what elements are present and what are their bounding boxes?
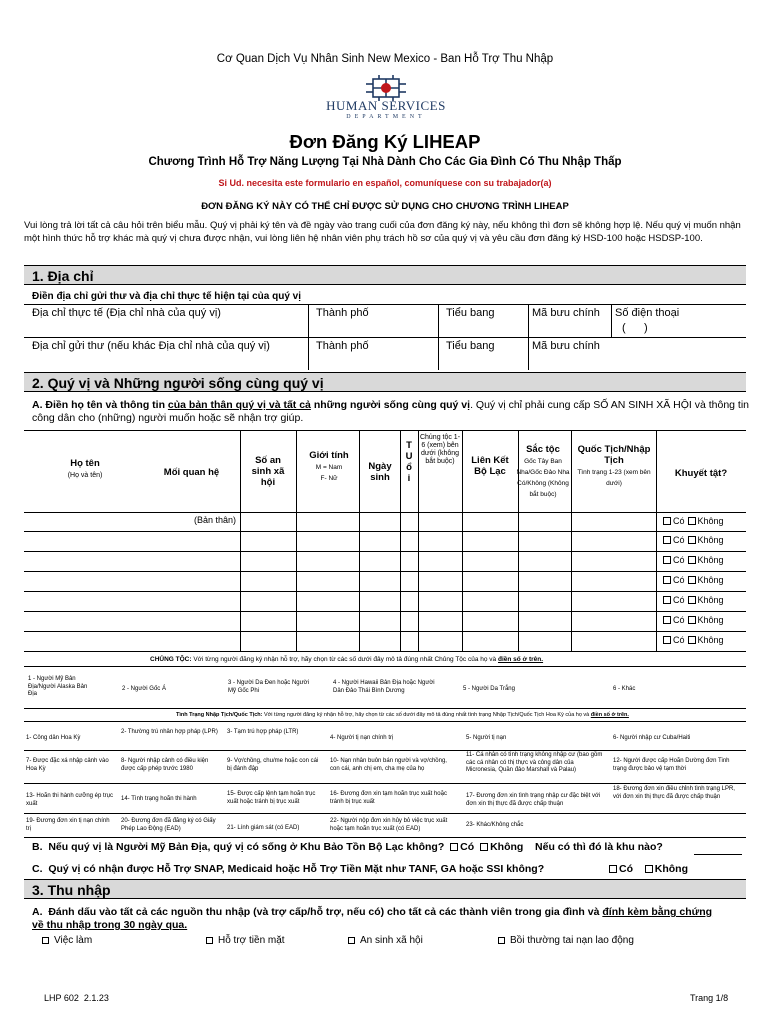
checkbox-no[interactable] <box>688 576 696 584</box>
divider <box>24 611 746 612</box>
divider <box>24 551 746 552</box>
checkbox-no[interactable] <box>688 556 696 564</box>
col-disabled: Khuyết tật? <box>674 468 728 479</box>
citizen-note: Tình Trạng Nhập Tịch/Quốc Tịch: Với từng người đăng ký nhận hỗ trợ, hãy chọn từ các số dưới đây mô tả đúng nhất tình trạng Nhập Tịch/Quốc Tịch Hoa Kỳ của họ và điền số ở trên. <box>176 712 629 718</box>
divider <box>24 721 746 722</box>
col-gender: Giới tính M = Nam F- Nữ <box>309 450 349 482</box>
divider <box>24 666 746 667</box>
checkbox-yes[interactable] <box>663 576 671 584</box>
section-3-title: 3. Thu nhập <box>32 882 111 898</box>
form-title: Đơn Đăng Ký LIHEAP <box>289 131 481 152</box>
address-instruction: Điền địa chỉ gửi thư và địa chỉ thực tế hiện tại của quý vị <box>32 291 301 302</box>
citizen-option-5: 5- Người tị nạn <box>466 735 507 741</box>
citizen-option-3: 3- Tạm trú hợp pháp (LTR) <box>227 729 299 735</box>
citizen-option-8: 8- Người nhập cảnh có điều kiện được cấp phép trước 1980 <box>121 758 209 772</box>
section-1-header <box>24 265 746 285</box>
checkbox-no[interactable] <box>688 517 696 525</box>
citizen-option-20: 20- Đương đơn đã đăng ký có Giấy Phép Lao Động (EAD) <box>121 818 216 832</box>
checkbox-no[interactable] <box>645 865 653 873</box>
citizen-option-6: 6- Người nhập cư Cuba/Haiti <box>613 735 691 741</box>
logo-dept: DEPARTMENT <box>346 114 426 120</box>
disabled-yesno[interactable]: Có Không <box>660 615 724 625</box>
checkbox[interactable] <box>206 937 213 944</box>
section-2a-instruction <box>32 399 752 425</box>
disabled-yesno[interactable]: Có Không <box>660 635 724 645</box>
mailing-zip-label: Mã bưu chính <box>532 340 600 352</box>
physical-state-label: Tiểu bang <box>446 307 495 319</box>
income-option-social-security[interactable]: An sinh xã hội <box>348 935 423 946</box>
citizen-option-13: 13- Hoãn thi hành cưỡng ép trục xuất <box>26 793 114 807</box>
checkbox-yes[interactable] <box>663 636 671 644</box>
checkbox-no[interactable] <box>688 616 696 624</box>
checkbox[interactable] <box>498 937 505 944</box>
citizen-option-18: 18- Đương đơn xin điều chỉnh tình trạng LPR, với đơn xin thị thực đã được chấp thuận <box>613 786 735 800</box>
citizen-option-15: 15- Được cấp lệnh tạm hoãn trục xuất hoặc tránh bị trục xuất <box>227 791 316 805</box>
divider <box>611 304 612 337</box>
disabled-yesno[interactable]: Có Không <box>660 575 724 585</box>
divider <box>462 430 463 651</box>
phone-label: Số điện thoại <box>615 307 680 319</box>
form-subtitle: Chương Trình Hỗ Trợ Năng Lượng Tại Nhà Dành Cho Các Gia Đình Có Thu Nhập Thấp <box>148 156 622 168</box>
checkbox-yes[interactable] <box>609 865 617 873</box>
disabled-yesno[interactable]: Có Không <box>660 595 724 605</box>
citizen-option-21: 21- Lính giám sát (có EAD) <box>227 825 300 831</box>
question-c: C. Quý vị có nhận được Hỗ Trợ SNAP, Medicaid hoặc Hỗ Trợ Tiền Mặt như TANF, GA hoặc SSI không? <box>32 863 545 875</box>
citizen-option-17: 17- Đương đơn xin tình trạng nhập cư đặc biệt với đơn xin thị thực đã được chấp thuận <box>466 793 601 807</box>
phone-area-code[interactable]: ( ) <box>622 322 648 334</box>
divider <box>24 631 746 632</box>
col-dob: Ngày sinh <box>368 461 392 483</box>
divider <box>296 430 297 651</box>
divider <box>656 430 657 651</box>
checkbox-no[interactable] <box>688 536 696 544</box>
citizen-option-7: 7- Được đặc xá nhập cảnh vào Hoa Kỳ <box>26 758 109 772</box>
divider <box>24 837 746 838</box>
citizen-option-23: 23- Khác/Không chắc <box>466 822 524 828</box>
item-letter: A. <box>32 399 43 411</box>
divider <box>24 783 746 784</box>
divider <box>24 651 746 652</box>
reservation-name-line[interactable] <box>694 854 742 855</box>
question-b: B. Nếu quý vị là Người Mỹ Bản Địa, quý vị có sống ở Khu Bảo Tồn Bộ Lạc không? Có Không Nếu có thì đó là khu nào? <box>32 841 663 853</box>
intro-text: Vui lòng trả lời tất cả câu hỏi trên biểu mẫu. Quý vị phải ký tên và đề ngày vào trang cuối của đơn đăng ký này, nếu không thì đơn sẽ không hợp lệ. Nếu quý vị muốn nhận một hình thức hỗ trợ khác mà quý vị chưa được nhận, vui lòng liên hệ nhân viên phụ trách hồ sơ của quý vị và yêu cầu đơn đăng ký HSD-100 hoặc HSDSP-100. <box>24 220 741 244</box>
divider <box>359 430 360 651</box>
divider <box>24 430 746 431</box>
self-label: (Bản thân) <box>194 515 237 525</box>
col-tribe: Liên Kết Bộ Lạc <box>471 455 509 477</box>
disabled-yesno[interactable]: Có Không <box>660 516 724 526</box>
race-option-6: 6 - Khác <box>613 686 636 692</box>
section-1-title: 1. Địa chỉ <box>32 268 94 284</box>
divider <box>24 571 746 572</box>
checkbox-yes[interactable] <box>663 616 671 624</box>
divider <box>308 304 309 370</box>
logo-name: HUMAN SERVICES <box>326 98 446 113</box>
checkbox[interactable] <box>42 937 49 944</box>
section-2-title: 2. Quý vị và Những người sống cùng quý vị <box>32 375 324 391</box>
col-name: Họ tên (Họ và tên) <box>67 458 103 479</box>
race-option-1: 1 - Người Mỹ Bản Địa/Người Alaska Bản Địa <box>28 676 88 697</box>
divider <box>528 304 529 370</box>
divider <box>518 430 519 651</box>
divider <box>24 750 746 751</box>
race-option-3: 3 - Người Da Đen hoặc Người Mỹ Gốc Phi <box>228 680 309 694</box>
checkbox-no[interactable] <box>480 843 488 851</box>
income-option-workers-comp[interactable]: Bồi thường tai nạn lao động <box>498 935 634 946</box>
citizen-option-9: 9- Vợ/chồng, chu/me hoặc con cái bị đánh đập <box>227 758 319 772</box>
checkbox-yes[interactable] <box>663 556 671 564</box>
section-3-header <box>24 879 746 899</box>
race-option-4: 4 - Người Hawaii Bản Địa hoặc Người Dân Đảo Thái Bình Dương <box>333 680 435 694</box>
physical-address-label: Địa chỉ thực tế (Địa chỉ nhà của quý vị) <box>32 307 221 319</box>
checkbox[interactable] <box>348 937 355 944</box>
citizen-option-11: 11- Cá nhân có tình trạng không nhập cư (bao gồm các cá nhân có thị thực và công dân của Micronesia, Quần đảo Marshall và Palau) <box>466 752 603 773</box>
hsd-logo <box>316 75 456 125</box>
instruction-rest: . Quý vị chỉ phải cung cấp SỐ AN SINH XÃ HỘI và thông tin công dân cho (những) người muốn hoặc sẽ nhận trợ giúp. <box>32 399 750 424</box>
divider <box>438 304 439 370</box>
race-note: CHỦNG TỘC: Với từng người đăng ký nhận hỗ trợ, hãy chọn từ các số dưới đây mô tả đúng nhất Chủng Tộc của họ và điền số ở trên. <box>150 656 544 663</box>
liheap-only-notice: ĐƠN ĐĂNG KÝ NÀY CÓ THỂ CHỈ ĐƯỢC SỬ DỤNG CHO CHƯƠNG TRÌNH LIHEAP <box>201 201 569 212</box>
disabled-yesno[interactable]: Có Không <box>660 535 724 545</box>
section-3a-instruction: A. Đánh dấu vào tất cả các nguồn thu nhập (và trợ cấp/hỗ trợ, nếu có) cho tất cả các thành viên trong gia đình và đính kèm bằng chứng về thu nhập trong 30 ngày qua. <box>32 906 713 931</box>
instruction-bold: Điền họ tên và thông tin <box>45 399 165 411</box>
checkbox-no[interactable] <box>688 596 696 604</box>
citizen-option-10: 10- Nạn nhân buôn bán người và vợ/chồng, con cái, anh chị em, cha mẹ của họ <box>330 758 447 772</box>
divider <box>24 708 746 709</box>
agency-name: Cơ Quan Dịch Vụ Nhân Sinh New Mexico - Ban Hỗ Trợ Thu Nhập <box>216 53 554 65</box>
citizen-option-19: 19- Đương đơn xin tị nạn chính trị <box>26 818 110 832</box>
income-option-cash-assistance[interactable]: Hỗ trợ tiền mặt <box>206 935 285 946</box>
col-relationship: Mối quan hệ <box>163 467 220 478</box>
page-number: Trang 1/8 <box>690 993 729 1003</box>
citizen-option-22: 22- Người nộp đơn xin hủy bỏ việc trục xuất hoặc tạm hoãn trục xuất (có EAD) <box>330 818 448 832</box>
col-ethnicity: Sắc tộc Gốc Tây Ban Nha/Gốc Đảo Nha Có/Không (Không bắt buộc) <box>516 444 570 498</box>
form-id: LHP 602 2.1.23 <box>44 993 109 1003</box>
col-citizenship: Quốc Tịch/Nhập Tịch Tình trạng 1-23 (xem bên dưới) <box>577 444 651 487</box>
physical-city-label: Thành phố <box>316 307 369 319</box>
col-age: T U ổ i <box>405 440 413 484</box>
mailing-address-label: Địa chỉ gửi thư (nếu khác Địa chỉ nhà của quý vị) <box>32 340 270 352</box>
mailing-city-label: Thành phố <box>316 340 369 352</box>
col-race: Chủng tộc 1-6 (xem) bên dưới (không bắt buộc) <box>419 434 461 465</box>
checkbox-yes[interactable] <box>663 536 671 544</box>
divider <box>24 512 746 513</box>
citizen-option-16: 16- Đương đơn xin tạm hoãn trục xuất hoặc tránh bị trục xuất <box>330 791 447 805</box>
divider <box>240 430 241 651</box>
divider <box>24 337 746 338</box>
instruction-bold-2: những người sống cùng quý vị <box>313 399 471 411</box>
divider <box>24 304 746 305</box>
citizen-option-1: 1- Công dân Hoa Kỳ <box>26 735 81 741</box>
divider <box>418 430 419 651</box>
divider <box>24 813 746 814</box>
divider <box>24 531 746 532</box>
divider <box>24 591 746 592</box>
checkbox-no[interactable] <box>688 636 696 644</box>
section-2-header <box>24 372 746 392</box>
divider <box>571 430 572 651</box>
question-c-options: Có Không <box>606 863 688 875</box>
citizen-option-2: 2- Thường trú nhân hợp pháp (LPR) <box>121 729 218 735</box>
citizen-option-14: 14- Tình trạng hoãn thi hành <box>121 796 197 802</box>
divider <box>400 430 401 651</box>
race-option-5: 5 - Người Da Trắng <box>463 686 515 692</box>
spanish-notice: Si Ud. necesita este formulario en español, comuníquese con su trabajador(a) <box>218 178 552 188</box>
physical-zip-label: Mã bưu chính <box>532 307 600 319</box>
race-option-2: 2 - Người Gốc Á <box>122 686 166 692</box>
income-option-employment[interactable]: Việc làm <box>42 935 92 946</box>
mailing-state-label: Tiểu bang <box>446 340 495 352</box>
citizen-option-12: 12- Người được cấp Hoãn Dường đơn Tinh trạng được bảo vệ tạm thời <box>613 758 730 772</box>
checkbox-yes[interactable] <box>450 843 458 851</box>
disabled-yesno[interactable]: Có Không <box>660 555 724 565</box>
instruction-underline: của bản thân quý vị và tất cả <box>167 399 311 411</box>
citizen-option-4: 4- Người tị nạn chính trị <box>330 735 394 741</box>
col-ssn: Số an sinh xã hội <box>251 455 285 488</box>
checkbox-yes[interactable] <box>663 517 671 525</box>
checkbox-yes[interactable] <box>663 596 671 604</box>
